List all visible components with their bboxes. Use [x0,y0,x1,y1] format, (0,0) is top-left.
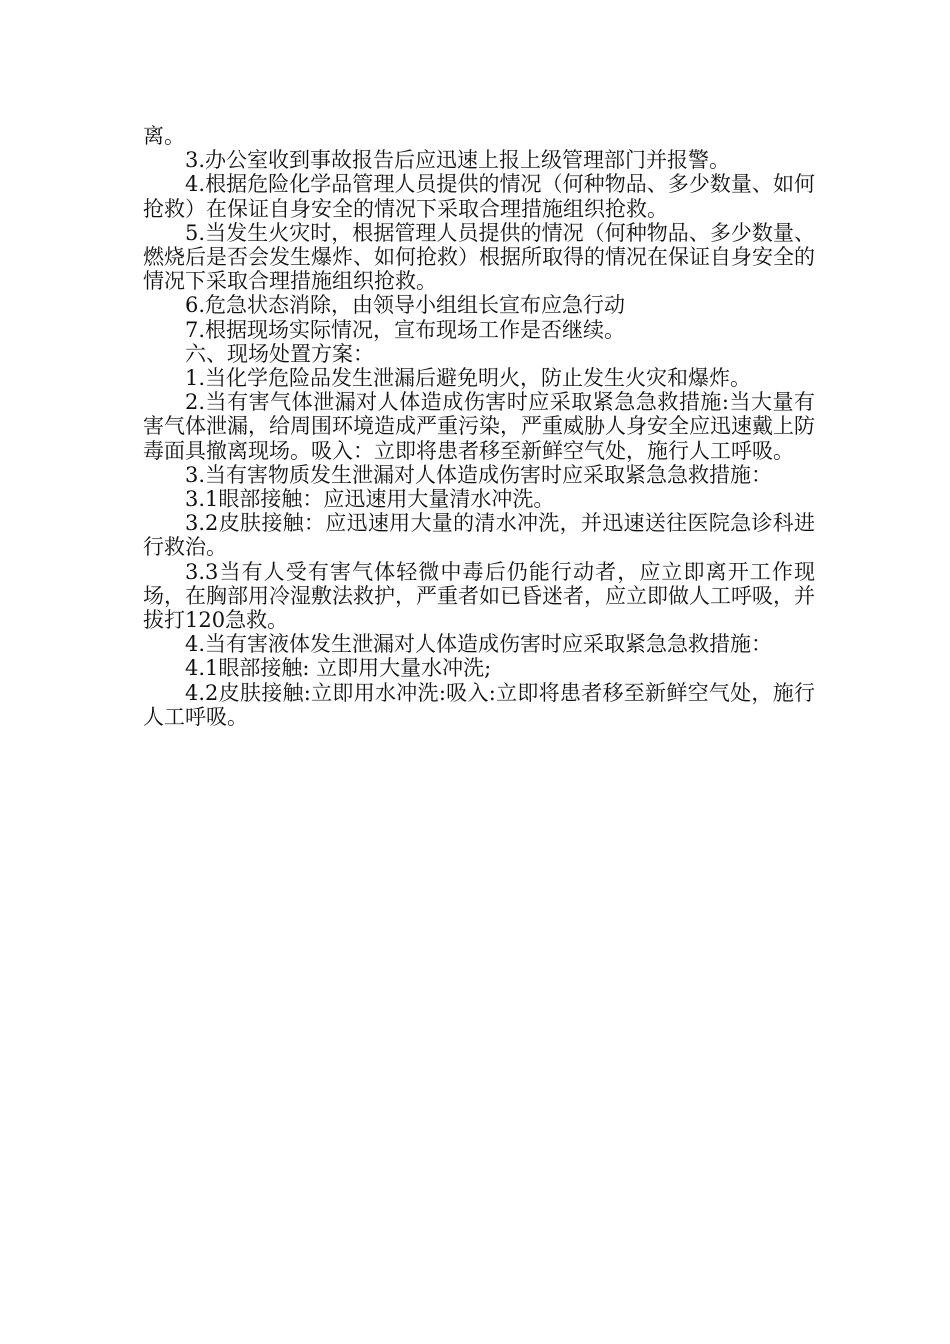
paragraph: 4.根据危险化学品管理人员提供的情况（何种物品、多少数量、如何抢救）在保证自身安全的情况下采取合理措施组织抢救。 [143,172,815,221]
paragraph: 4.1眼部接触: 立即用大量水冲洗; [185,656,492,681]
paragraph: 3.2皮肤接触：应迅速用大量的清水冲洗，并迅速送往医院急诊科进行救治。 [143,511,815,560]
paragraph: 3.3当有人受有害气体轻微中毒后仍能行动者，应立即离开工作现场，在胸部用冷湿敷法救护，严重者如已昏迷者，应立即做人工呼吸，并拔打120急救。 [143,559,815,633]
paragraph: 3.当有害物质发生泄漏对人体造成伤害时应采取紧急急救措施： [185,462,773,487]
paragraph: 3.办公室收到事故报告后应迅速上报上级管理部门并报警。 [185,148,731,173]
paragraph: 4.当有害液体发生泄漏对人体造成伤害时应采取紧急急救措施： [185,632,773,657]
paragraph: 3.1眼部接触：应迅速用大量清水冲洗。 [185,487,555,512]
paragraph: 7.根据现场实际情况，宣布现场工作是否继续。 [185,317,626,342]
paragraph: 4.2皮肤接触:立即用水冲洗:吸入:立即将患者移至新鲜空气处，施行人工呼吸。 [143,680,815,729]
paragraph: 2.当有害气体泄漏对人体造成伤害时应采取紧急急救措施:当大量有害气体泄漏，给周围环境造成严重污染，严重威胁人身安全应迅速戴上防毒面具撤离现场。吸入：立即将患者移至新鲜空气处，施行人工呼吸。 [143,390,815,463]
document-body [143,124,815,729]
paragraph: 离。 [143,124,185,148]
paragraph: 6.危急状态消除，由领导小组组长宣布应急行动 [185,293,626,318]
paragraph: 5.当发生火灾时，根据管理人员提供的情况（何种物品、多少数量、燃烧后是否会发生爆炸、如何抢救）根据所取得的情况在保证自身安全的情况下采取合理措施组织抢救。 [143,220,815,294]
paragraph: 1.当化学危险品发生泄漏后避免明火，防止发生火灾和爆炸。 [185,366,752,391]
section-heading: 六、现场处置方案： [185,341,374,366]
